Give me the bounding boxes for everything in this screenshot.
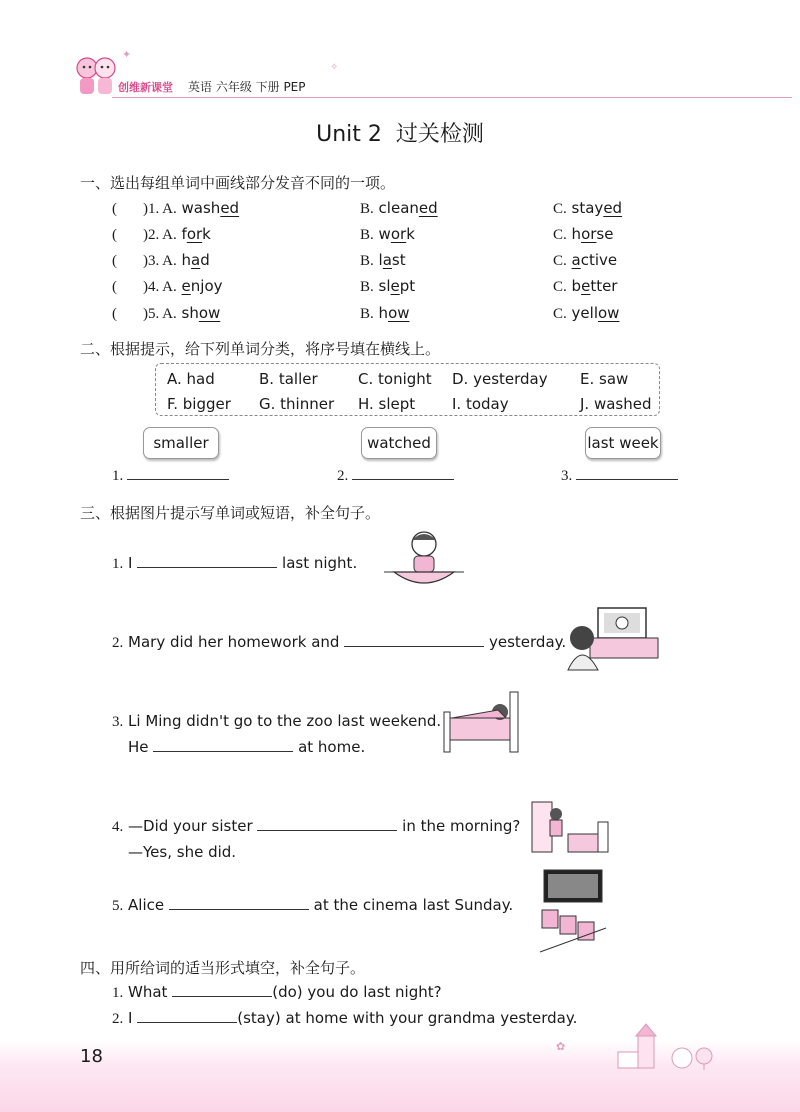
- cinema-picture-icon: [538, 868, 608, 954]
- boy-washing-picture-icon: [382, 528, 467, 596]
- word-part: njoy: [190, 277, 223, 295]
- item-number: 2.: [112, 1011, 124, 1027]
- option-a: [182, 304, 221, 322]
- option-c: [553, 277, 617, 296]
- question-row: [112, 199, 239, 218]
- option-a: [182, 277, 223, 295]
- category-pill-smaller: smaller: [143, 427, 219, 459]
- option-letter: B.: [360, 201, 374, 217]
- word-bank-option: H. slept: [358, 395, 416, 413]
- boy-sleeping-picture-icon: [440, 688, 525, 756]
- option-c: [553, 304, 619, 323]
- word-bank-option: I. today: [452, 395, 509, 413]
- option-b: [360, 304, 410, 323]
- answer-blank-2[interactable]: [337, 468, 454, 485]
- sentence-text: I: [128, 1009, 133, 1027]
- option-letter: B.: [360, 227, 374, 243]
- underlined-part: ow: [598, 304, 620, 322]
- word-part: wash: [181, 199, 221, 217]
- sentence-4-line2: —Yes, she did.: [128, 843, 237, 861]
- option-b: [360, 199, 438, 218]
- word-part: l: [378, 251, 383, 269]
- girl-cleaning-room-picture-icon: [528, 796, 613, 864]
- question-row: [112, 225, 211, 244]
- word-part: b: [571, 277, 582, 295]
- sentence-1: [112, 554, 357, 573]
- item-number: 4.: [112, 819, 124, 835]
- word-bank-option: G. thinner: [259, 395, 335, 413]
- word-part: se: [596, 225, 614, 243]
- underlined-part: or: [390, 225, 407, 243]
- word-part: d: [200, 251, 210, 269]
- cartoon-kids-logo-icon: [72, 52, 122, 100]
- question-number: )4. A.: [143, 279, 177, 295]
- word-bank-option: D. yesterday: [452, 370, 548, 388]
- section2-heading: 二、根据提示，给下列单词分类，将序号填在横线上。: [80, 340, 441, 358]
- answer-blank[interactable]: [137, 1022, 237, 1023]
- word-part: h: [571, 225, 582, 243]
- underlined-part: ow: [388, 304, 410, 322]
- sentence-text: last night.: [282, 554, 358, 572]
- option-letter: B.: [360, 253, 374, 269]
- word-part: w: [378, 225, 391, 243]
- word-part: k: [202, 225, 211, 243]
- word-bank-option: C. tonight: [358, 370, 432, 388]
- option-letter: C.: [553, 253, 567, 269]
- word-part: st: [391, 251, 406, 269]
- sentence-text: at home.: [298, 738, 366, 756]
- word-part: tter: [590, 277, 618, 295]
- underlined-part: a: [191, 251, 201, 269]
- page-number: 18: [80, 1046, 103, 1067]
- item-number: 2.: [112, 635, 124, 651]
- underlined-part: ed: [603, 199, 623, 217]
- option-a: [182, 225, 211, 243]
- blank-number: 3.: [561, 468, 573, 484]
- section3-heading: 三、根据图片提示写单词或短语，补全句子。: [80, 504, 381, 522]
- sentence-text: yesterday.: [489, 633, 567, 651]
- item-number: 1.: [112, 556, 124, 572]
- word-bank-option: B. taller: [259, 370, 318, 388]
- word-part: sl: [378, 277, 391, 295]
- underlined-part: ed: [418, 199, 438, 217]
- page-header: [0, 0, 800, 110]
- question-number: )5. A.: [143, 306, 177, 322]
- word-part: h: [378, 304, 389, 322]
- book-info: 英语 六年级 下册 PEP: [188, 80, 306, 94]
- word-part: pt: [399, 277, 416, 295]
- sentence-text: What: [128, 983, 168, 1001]
- word-bank-option: A. had: [167, 370, 215, 388]
- sentence-text: you do last night?: [307, 983, 442, 1001]
- option-b: [360, 251, 406, 270]
- question-row: [112, 277, 223, 296]
- blank-number: 1.: [112, 468, 124, 484]
- girl-watching-tv-picture-icon: [564, 604, 662, 672]
- answer-blank[interactable]: [137, 567, 277, 568]
- option-letter: B.: [360, 279, 374, 295]
- option-letter: C.: [553, 227, 567, 243]
- word-part: f: [181, 225, 187, 243]
- item-number: 5.: [112, 898, 124, 914]
- option-letter: B.: [360, 306, 374, 322]
- fill-sentence-2: [112, 1009, 577, 1028]
- underlined-part: ed: [220, 199, 240, 217]
- sentence-3: [112, 712, 441, 731]
- item-number: 3.: [112, 714, 124, 730]
- blank-line: [127, 479, 229, 480]
- item-number: 1.: [112, 985, 124, 1001]
- option-letter: C.: [553, 306, 567, 322]
- section1-heading: 一、选出每组单词中画线部分发音不同的一项。: [80, 174, 396, 192]
- option-letter: C.: [553, 201, 567, 217]
- category-pill-watched: watched: [361, 427, 437, 459]
- answer-paren[interactable]: (: [112, 253, 117, 269]
- sparkle-icon: ✿: [556, 1040, 566, 1053]
- question-row: [112, 304, 220, 323]
- option-a: [182, 199, 240, 217]
- answer-blank[interactable]: [172, 996, 272, 997]
- word-part: stay: [571, 199, 604, 217]
- castle-decoration-icon: [612, 1022, 722, 1072]
- blank-line: [576, 479, 678, 480]
- answer-paren[interactable]: (: [112, 279, 117, 295]
- sentence-text: He: [128, 738, 149, 756]
- question-row: [112, 251, 210, 270]
- question-number: )1. A.: [143, 201, 177, 217]
- answer-blank[interactable]: [169, 909, 309, 910]
- underlined-part: e: [581, 277, 591, 295]
- sparkle-icon: ✦: [122, 48, 132, 61]
- sentence-text: Mary did her homework and: [128, 633, 340, 651]
- blank-number: 2.: [337, 468, 349, 484]
- header-divider: [112, 97, 792, 98]
- option-b: [360, 277, 415, 296]
- sentence-text: —Did your sister: [128, 817, 253, 835]
- page-title: Unit 2 过关检测: [316, 122, 484, 147]
- word-part: ctive: [580, 251, 618, 269]
- word-hint: (stay): [237, 1009, 281, 1027]
- sparkle-icon: ✧: [330, 62, 339, 73]
- answer-paren[interactable]: (: [112, 306, 117, 322]
- sentence-2: [112, 633, 566, 652]
- option-letter: C.: [553, 279, 567, 295]
- underlined-part: or: [581, 225, 597, 243]
- underlined-part: e: [390, 277, 400, 295]
- answer-paren[interactable]: (: [112, 201, 117, 217]
- answer-blank-1[interactable]: [112, 468, 229, 485]
- option-a: [182, 251, 210, 269]
- question-number: )3. A.: [143, 253, 177, 269]
- word-hint: (do): [272, 983, 303, 1001]
- answer-blank[interactable]: [153, 751, 293, 752]
- word-bank-option: E. saw: [580, 370, 629, 388]
- word-bank-option: F. bigger: [167, 395, 231, 413]
- sentence-text: Alice: [128, 896, 165, 914]
- option-c: [553, 199, 622, 218]
- answer-blank-3[interactable]: [561, 468, 678, 485]
- question-number: )2. A.: [143, 227, 177, 243]
- sentence-text: in the morning?: [402, 817, 521, 835]
- answer-blank[interactable]: [344, 646, 484, 647]
- option-b: [360, 225, 415, 244]
- fill-sentence-1: [112, 983, 442, 1002]
- sentence-text: Li Ming didn't go to the zoo last weekend.: [128, 712, 442, 730]
- sentence-text: at home with your grandma yesterday.: [285, 1009, 578, 1027]
- sentence-text: at the cinema last Sunday.: [313, 896, 514, 914]
- word-part: sh: [181, 304, 199, 322]
- underlined-part: a: [382, 251, 392, 269]
- word-bank-option: J. washed: [580, 395, 652, 413]
- underlined-part: ow: [198, 304, 221, 322]
- option-c: [553, 251, 617, 270]
- blank-line: [352, 479, 454, 480]
- brand-name: 创维新课堂: [118, 81, 173, 94]
- underlined-part: a: [571, 251, 581, 269]
- section4-heading: 四、用所给词的适当形式填空，补全句子。: [80, 959, 366, 977]
- word-part: yell: [571, 304, 598, 322]
- category-pill-last-week: last week: [585, 427, 661, 459]
- word-part: k: [406, 225, 415, 243]
- word-part: clean: [378, 199, 419, 217]
- option-c: [553, 225, 613, 244]
- underlined-part: or: [186, 225, 203, 243]
- sentence-3-line2: [128, 738, 365, 756]
- answer-blank[interactable]: [257, 830, 397, 831]
- word-part: h: [181, 251, 192, 269]
- underlined-part: e: [181, 277, 191, 295]
- sentence-4: [112, 817, 520, 836]
- sentence-5: [112, 896, 513, 915]
- sentence-text: I: [128, 554, 133, 572]
- answer-paren[interactable]: (: [112, 227, 117, 243]
